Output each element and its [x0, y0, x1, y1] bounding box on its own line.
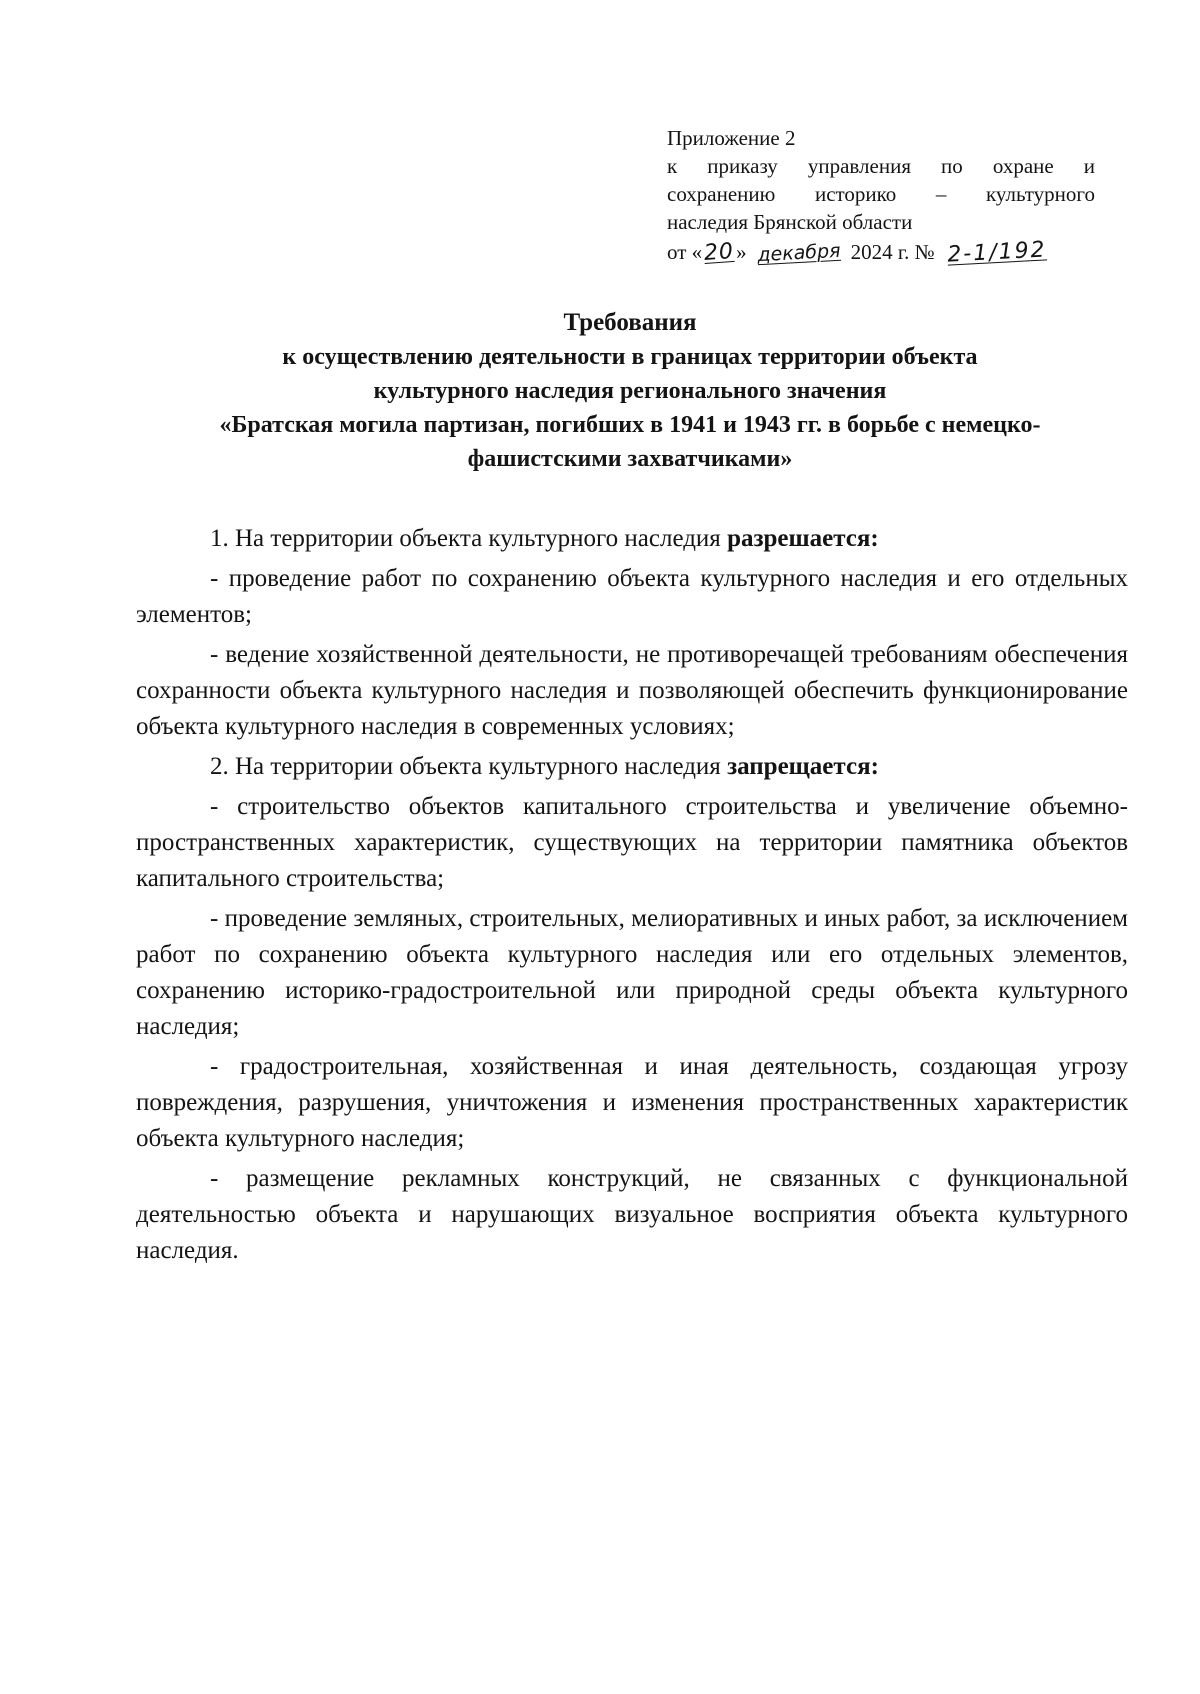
title-line-3: «Братская могила партизан, погибших в 1941 и 1943 гг. в борьбе с немецко-	[219, 412, 1041, 438]
appendix-order-ref: к приказу управления по охране и	[667, 154, 1095, 178]
appendix-number: Приложение 2	[667, 126, 796, 150]
date-mid: »	[736, 240, 747, 264]
forbidden-item: - градостроительная, хозяйственная и иная деятельность, создающая угрозу повреждения, разрушения, уничтожения и изменения пространственных характеристик объекта культурного наследия;	[136, 1053, 1128, 1152]
allowed-item: - проведение работ по сохранению объекта культурного наследия и его отдельных элементов;	[136, 565, 1128, 628]
handwritten-day: 20	[703, 238, 735, 267]
title-line-4: фашистскими захватчиками»	[467, 446, 793, 472]
appendix-date-line	[667, 238, 1095, 272]
appendix-header	[667, 124, 1095, 272]
section-forbidden-lead: 2. На территории объекта культурного наследия	[210, 753, 728, 780]
appendix-authority: сохранению историко – культурного	[667, 182, 1095, 206]
forbidden-item: - размещение рекламных конструкций, не связанных с функциональной деятельностью объекта и нарушающих визуальное восприятия объекта культурного наследия.	[136, 1165, 1128, 1264]
handwritten-month: декабря	[756, 239, 841, 267]
date-year: 2024 г. №	[850, 240, 935, 264]
title-line-2: культурного наследия регионального значения	[373, 378, 887, 404]
forbidden-item: - строительство объектов капитального строительства и увеличение объемно-пространственных характеристик, существующих на территории памятника объектов капитального строительства;	[136, 793, 1128, 892]
forbidden-item: - проведение земляных, строительных, мелиоративных и иных работ, за исключением работ по сохранению объекта культурного наследия или его отдельных элементов, сохранению историко-градостроительной или природной среды объекта культурного наследия;	[136, 905, 1128, 1040]
date-prefix: от «	[667, 240, 703, 264]
document-title	[130, 306, 1130, 476]
document-body	[136, 521, 1128, 1269]
title-line-1: к осуществлению деятельности в границах территории объекта	[282, 344, 978, 370]
appendix-region: наследия Брянской области	[667, 210, 913, 234]
section-forbidden-heading	[136, 749, 1128, 785]
section-allowed-lead: 1. На территории объекта культурного наследия	[210, 525, 728, 552]
section-allowed-keyword: разрешается:	[727, 525, 879, 552]
section-allowed-heading	[136, 521, 1128, 557]
handwritten-order-number: 2-1/192	[946, 237, 1047, 268]
allowed-item: - ведение хозяйственной деятельности, не противоречащей требованиям обеспечения сохранности объекта культурного наследия и позволяющей обеспечить функционирование объекта культурного наследия в современных условиях;	[136, 641, 1128, 740]
title-heading: Требования	[563, 309, 697, 336]
section-forbidden-keyword: запрещается:	[727, 753, 879, 780]
